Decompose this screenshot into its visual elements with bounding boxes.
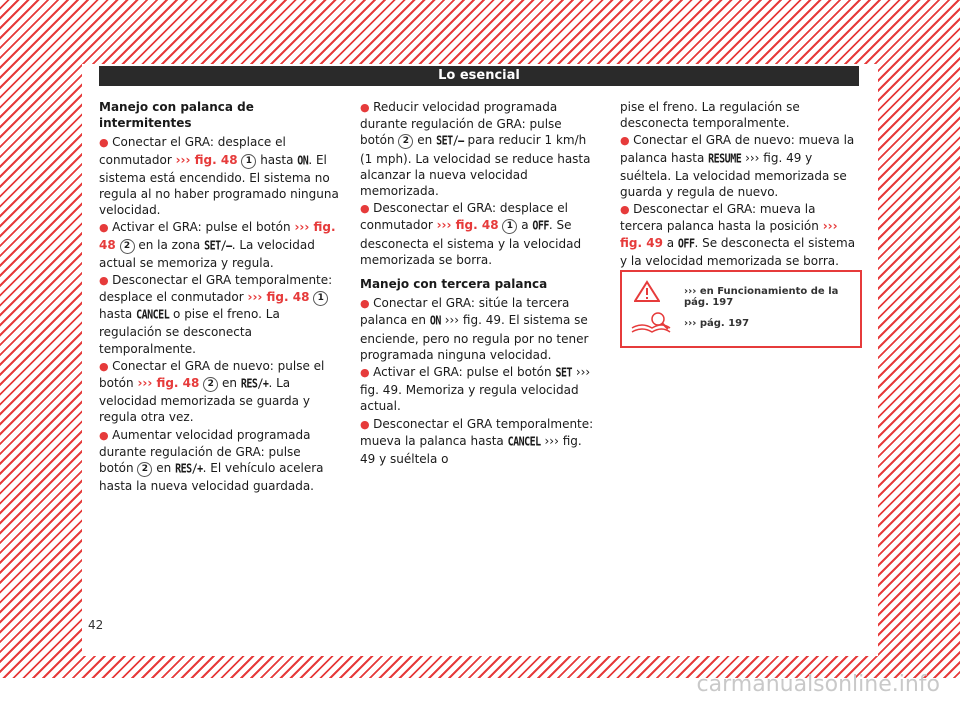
section-heading: Manejo con palanca de intermitentes [99, 100, 254, 131]
list-item [360, 364, 600, 415]
item-text: en [413, 133, 437, 148]
list-item [620, 201, 860, 269]
list-item [99, 427, 339, 495]
fig-link[interactable]: ››› fig. 48 [436, 218, 499, 233]
control-label: SET/– [204, 239, 232, 253]
fig-link[interactable]: ››› fig. 48 [99, 220, 336, 252]
bullet-icon: ● [620, 134, 634, 148]
item-text: . El vehículo acelera hasta la nueva velocidad guardada. [99, 461, 324, 494]
bullet-icon: ● [99, 428, 113, 442]
column-2 [360, 99, 600, 468]
page-number: 42 [88, 618, 104, 632]
bullet-icon: ● [99, 274, 113, 288]
control-label: ON [429, 315, 441, 329]
fig-link[interactable]: ››› fig. 48 [137, 376, 200, 391]
bullet-icon: ● [360, 366, 374, 380]
item-text: en [152, 461, 176, 476]
item-text: Activar el GRA: pulse el botón [112, 220, 295, 235]
control-label: RES/+ [240, 377, 269, 392]
item-text: Desconectar el GRA: desplace el conmutador [360, 201, 568, 233]
note-box [620, 270, 862, 348]
bullet-icon: ● [360, 101, 374, 114]
control-label: SET [555, 366, 573, 381]
item-text: Desconectar el GRA temporalmente: mueva la palanca hasta [360, 416, 594, 448]
item-text: Aumentar velocidad programada durante regulación de GRA: pulse botón [99, 427, 311, 476]
control-label: ON [297, 154, 309, 168]
list-item [360, 416, 600, 468]
item-text: hasta [99, 307, 137, 322]
control-label: RESUME [708, 152, 742, 166]
list-item [360, 295, 600, 363]
page-ref[interactable]: ››› pág. 197 [684, 318, 750, 329]
control-label: OFF [532, 220, 549, 234]
item-text: . El sistema está encendido. El sistema no regula al no haber programado ninguna velocidad. [99, 152, 339, 218]
fig-link[interactable]: ››› fig. 49 [620, 219, 838, 250]
item-text: Desconectar el GRA temporalmente: desplace el conmutador [99, 273, 333, 305]
bullet-icon: ● [99, 221, 113, 235]
item-text: hasta [256, 152, 298, 167]
item-text: ››› fig. 49. Memoriza y regula velocidad actual. [360, 365, 591, 414]
control-label: OFF [677, 237, 695, 251]
item-text: a [517, 218, 533, 233]
item-text: . Se desconecta el sistema y la velocidad memorizada se borra. [620, 235, 856, 268]
list-item [99, 272, 339, 357]
item-text: Conectar el GRA de nuevo: mueva la palanca hasta [620, 133, 855, 165]
control-label: SET/– [436, 135, 464, 149]
item-text: . La velocidad memorizada se guarda y regula otra vez. [99, 376, 310, 425]
item-text: Conectar el GRA: sitúe la tercera palanca en [360, 296, 570, 328]
book-row [622, 310, 860, 338]
warning-ref[interactable]: ››› en Funcionamiento de la pág. 197 [684, 286, 839, 308]
list-item [360, 200, 600, 268]
book-magnifier-icon [630, 310, 674, 336]
page-header: Lo esencial [99, 66, 859, 86]
fig-link[interactable]: ››› fig. 48 [175, 152, 238, 167]
item-text: Conectar el GRA: desplace el conmutador [99, 135, 286, 167]
control-label: RES/+ [175, 462, 203, 477]
item-text: Reducir velocidad programada durante regulación de GRA: pulse botón [360, 100, 562, 148]
item-text: Conectar el GRA de nuevo: pulse el botón [99, 358, 325, 391]
item-text: Activar el GRA: pulse el botón [373, 365, 556, 380]
fig-link[interactable]: ››› fig. 48 [247, 290, 310, 305]
item-text: . La velocidad actual se memoriza y regula. [99, 237, 315, 270]
warning-icon [634, 280, 660, 302]
callout-number: 1 [502, 219, 517, 234]
item-text: para reducir 1 km/h (1 mph). La velocidad se reduce hasta alcanzar la nueva velocidad memorizada. [360, 133, 591, 199]
column-1 [99, 99, 339, 495]
item-text: . Se desconecta el sistema y la velocidad memorizada se borra. [360, 218, 582, 267]
control-label: CANCEL [136, 309, 170, 323]
list-item [99, 134, 339, 218]
bullet-icon: ● [360, 202, 374, 216]
callout-number: 2 [398, 134, 413, 149]
control-label: CANCEL [507, 435, 541, 449]
bullet-icon: ● [99, 359, 113, 373]
item-text: ››› fig. 49 y suéltela o [360, 433, 582, 467]
column-3 [620, 99, 860, 270]
item-text: o pise el freno. La regulación se desconecta temporalmente. [99, 307, 280, 356]
list-item [99, 358, 339, 426]
item-text: pise el freno. La regulación se desconecta temporalmente. [620, 100, 800, 131]
bullet-icon: ● [99, 136, 113, 150]
list-item [99, 219, 339, 271]
item-text: en la zona [134, 237, 205, 252]
list-item [620, 132, 860, 200]
bullet-icon: ● [620, 203, 634, 217]
callout-number: 2 [137, 462, 152, 477]
warning-row [622, 278, 860, 306]
callout-number: 2 [203, 377, 218, 392]
watermark: carmanualsonline.info [696, 672, 940, 697]
section-heading: Manejo con tercera palanca [360, 277, 548, 292]
bullet-icon: ● [360, 417, 374, 431]
callout-number: 1 [313, 291, 328, 306]
list-item [360, 99, 600, 199]
callout-number: 2 [120, 239, 135, 254]
item-text: en [218, 376, 241, 391]
item-text: ››› fig. 49. El sistema se enciende, pero no regula por no tener programada ninguna velocidad. [360, 313, 589, 362]
list-item [620, 99, 860, 131]
item-text: Desconectar el GRA: mueva la tercera palanca hasta la posición [620, 202, 823, 234]
callout-number: 1 [241, 154, 256, 169]
item-text: a [662, 235, 678, 250]
bullet-icon: ● [360, 297, 374, 311]
item-text: ››› fig. 49 y suéltela. La velocidad memorizada se guarda y regula de nuevo. [620, 150, 847, 200]
